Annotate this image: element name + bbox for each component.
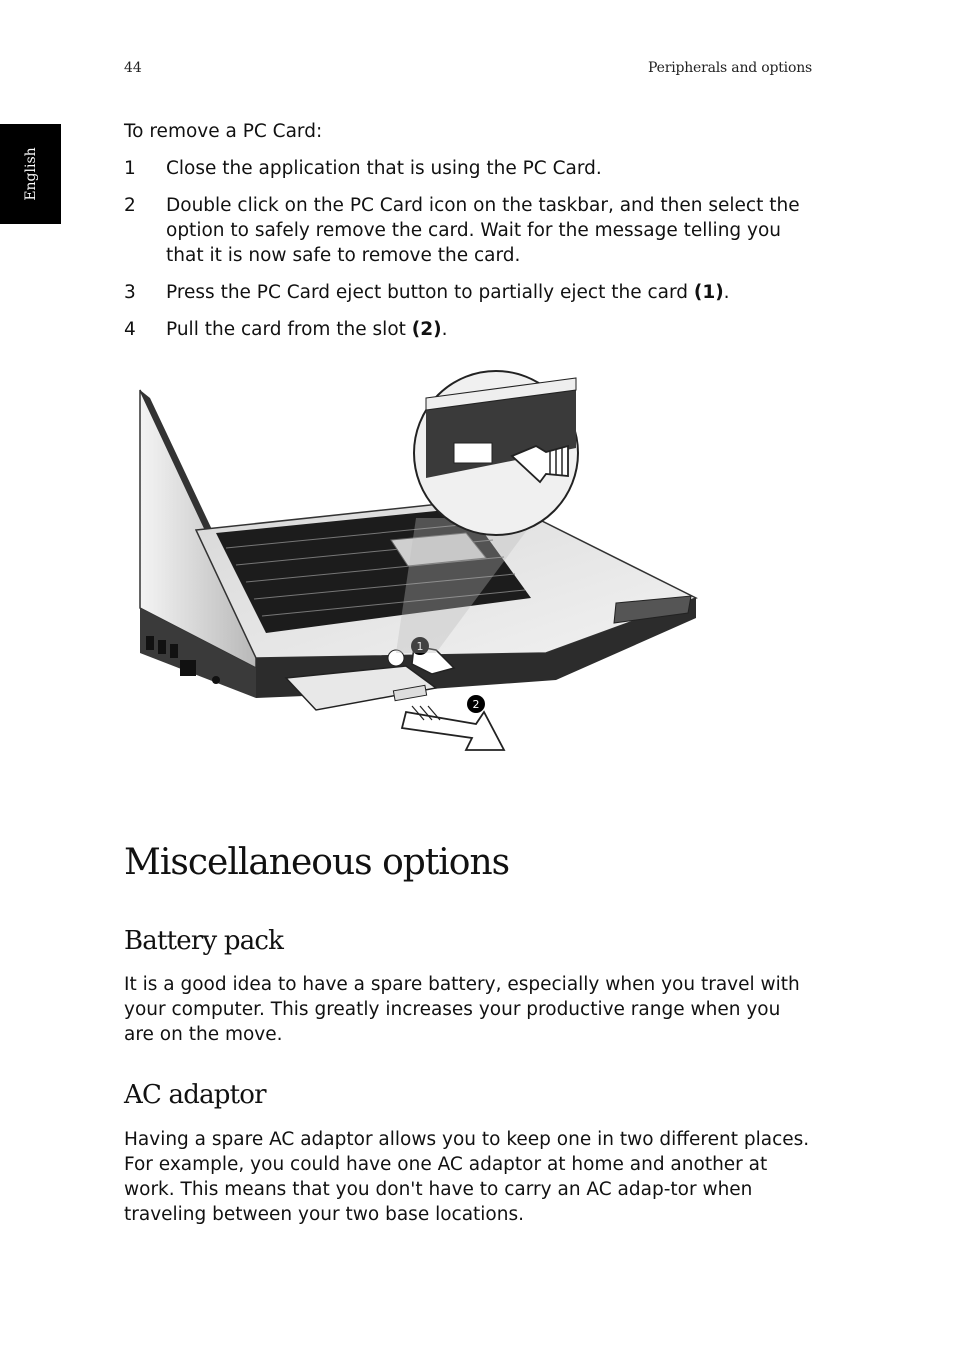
step-number: 2 — [124, 195, 136, 216]
pc-card-removal-illustration — [136, 368, 716, 768]
ac-adaptor-paragraph: Having a spare AC adaptor allows you to keep one in two different places. For example, you could have one AC adaptor at home and another at work. This means that you don't have to carry an AC adap-tor when traveling between your two base locations. — [124, 1129, 810, 1225]
callout-1-label: 1 — [416, 640, 424, 653]
step-text-end: . — [441, 319, 448, 340]
battery-heading: Battery pack — [124, 926, 284, 956]
ac-adaptor-heading: AC adaptor — [124, 1080, 266, 1110]
running-header: Peripherals and options — [648, 60, 812, 76]
step-number: 1 — [124, 158, 136, 179]
step-callout-ref: (1) — [693, 282, 724, 303]
step-text: Close the application that is using the PC Card. — [166, 158, 602, 179]
step-callout-ref: (2) — [411, 319, 442, 340]
page-number: 44 — [124, 60, 142, 76]
language-tab-label: English — [22, 147, 39, 201]
intro-text: To remove a PC Card: — [124, 121, 323, 142]
battery-paragraph: It is a good idea to have a spare battery, especially when you travel with your computer. This greatly increases your productive range when you are on the move. — [124, 974, 800, 1045]
zoom-detail — [414, 371, 578, 535]
step-text-end: . — [723, 282, 730, 303]
language-tab — [0, 124, 61, 224]
step-text-wrapper — [166, 317, 814, 342]
pull-arrow — [402, 712, 504, 750]
step-text-wrapper — [166, 280, 814, 305]
step-number: 3 — [124, 282, 136, 303]
callout-2-label: 2 — [472, 698, 480, 711]
step-text: Double click on the PC Card icon on the taskbar, and then select the option to safely remove the card. Wait for the message telling you that it is now safe to remove the card. — [166, 195, 800, 266]
step-number: 4 — [124, 319, 136, 340]
step-text: Press the PC Card eject button to partially eject the card — [166, 282, 694, 303]
section-title: Miscellaneous options — [124, 842, 510, 883]
step-text: Pull the card from the slot — [166, 319, 412, 340]
